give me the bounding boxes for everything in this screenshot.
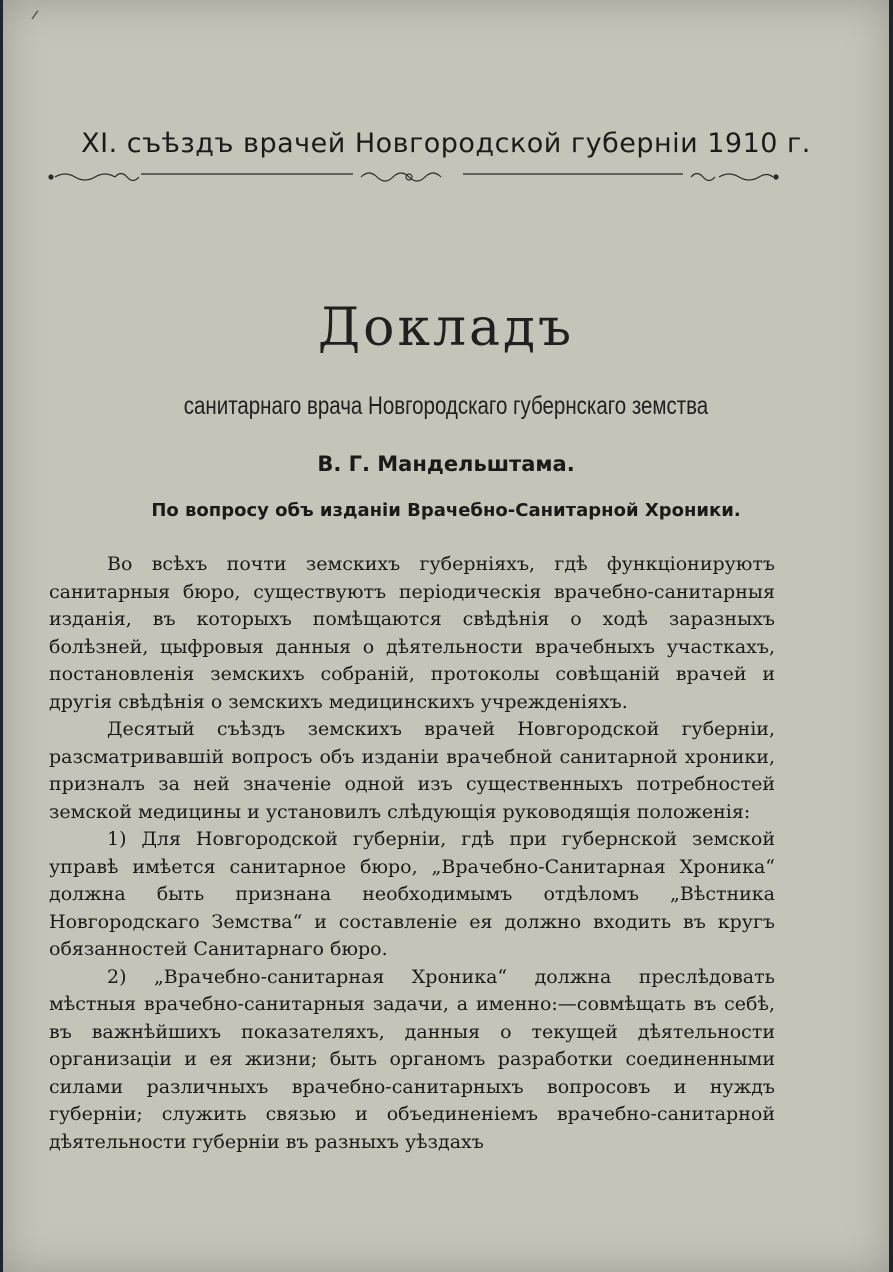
running-head: XI. съѣздъ врачей Новгородской губерніи 1910 г. <box>81 128 811 159</box>
corner-mark-icon <box>31 10 39 20</box>
body-text <box>49 551 775 1156</box>
page <box>3 0 889 1272</box>
ornamental-rule-icon <box>43 165 783 189</box>
report-topic: По вопросу объ изданіи Врачебно-Санитарной Хроники. <box>151 500 741 521</box>
paragraph: Десятый съѣздъ земскихъ врачей Новгородской губерніи, разсматривавшій вопросъ объ изданіи врачебной санитарной хроники, призналъ за ней значеніе одной изъ существенныхъ потребностей земской медицины и установилъ слѣдующія руководящія положенія: <box>49 718 775 823</box>
document-title: Докладъ <box>317 298 575 358</box>
paragraph: 1) Для Новгородской губерніи, гдѣ при губернской земской управѣ имѣется санитарное бюро, „Врачебно-Санитарная Хроника“ должна быть признана необходимымъ отдѣломъ „Вѣстника Новгородскаго Земства“ и составленіе ея должно входить въ кругъ обязанностей Санитарнаго бюро. <box>49 828 775 960</box>
author-name: В. Г. Мандельштама. <box>317 452 575 476</box>
document-subtitle: санитарнаго врача Новгородскаго губернскаго земства <box>183 392 709 420</box>
paragraph: 2) „Врачебно-санитарная Хроника“ должна преслѣдовать мѣстныя врачебно-санитарныя задачи, а именно:—совмѣщать въ себѣ, въ важнѣйшихъ показателяхъ, данныя о текущей дѣятельности организаціи и ея жизни; быть органомъ разработки соединенными силами различныхъ врачебно-санитарныхъ вопросовъ и нуждъ губерніи; служить связью и объединеніемъ врачебно-санитарной дѣятельности губерніи въ разныхъ уѣздахъ <box>49 965 775 1153</box>
paragraph: Во всѣхъ почти земскихъ губерніяхъ, гдѣ функціонируютъ санитарныя бюро, существуютъ періодическія врачебно-санитарныя изданія, въ которыхъ помѣщаются свѣдѣнія о ходѣ заразныхъ болѣзней, цыфровыя данныя о дѣятельности врачебныхъ участкахъ, постановленія земскихъ собраній, протоколы совѣщаній врачей и другія свѣдѣнія о земскихъ медицинскихъ учрежденіяхъ. <box>49 553 775 713</box>
